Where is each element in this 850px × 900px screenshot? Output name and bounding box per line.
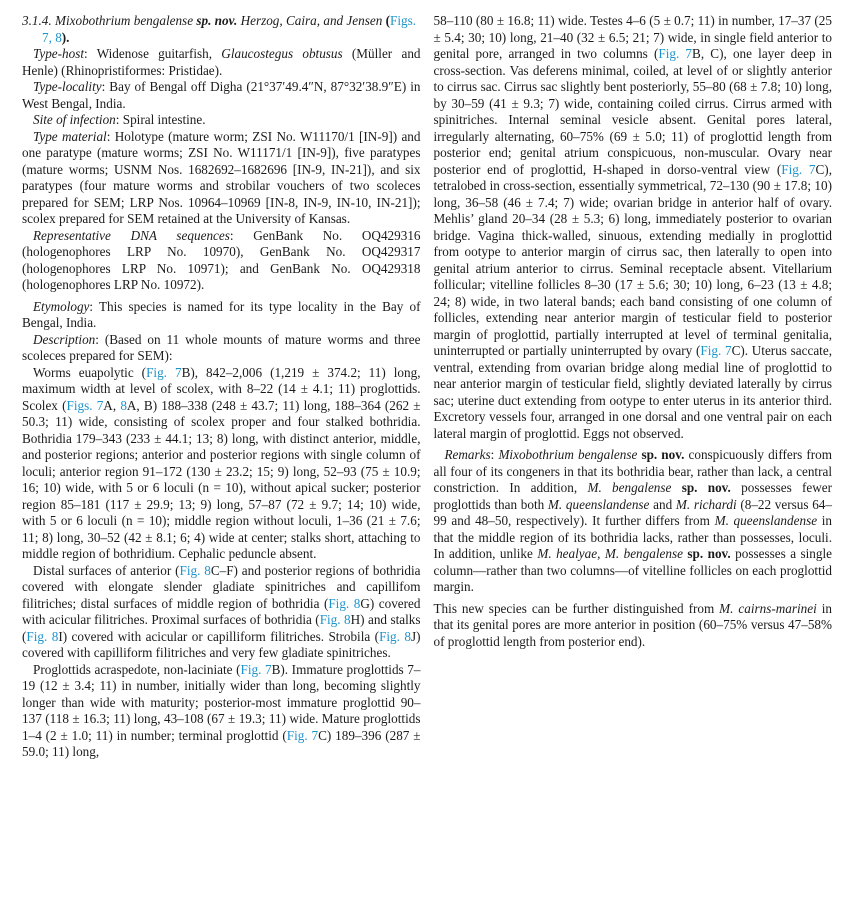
text-segment: A, [103, 397, 121, 413]
text-segment: Etymology [33, 298, 90, 314]
text-segment: Description [33, 331, 96, 347]
figure-link[interactable]: Fig. 8 [379, 628, 411, 644]
text-segment: and [649, 496, 676, 512]
text-segment: Type-locality [33, 79, 102, 94]
figure-link[interactable]: Figs. 7 [66, 397, 104, 413]
text-segment: conspicuously differs from all four of its congeners in that its bothridia bear, rather than lack, a central constriction. In addition, [433, 447, 832, 495]
text-segment: (8–22 versus 64–99 and 48–50, respectively). It further differs from [433, 496, 832, 528]
text-segment: M. queenslandense [714, 513, 818, 528]
figure-link[interactable]: Fig. 8 [26, 628, 59, 644]
text-segment: A, B) 188–338 (248 ± 43.7; 11) long, 188–364 (262 ± 50.3; 11) wide, consisting of scolex proper and four stalked bothridia. Bothridia 179–343 (233 ± 44.1; 13; 8) long, with distinct anterior, middle, and posterior regions; anterior and posterior regions with single column of loculi; anterior region 91–172 (130 ± 23.2; 15; 9) long, 52–93 (75 ± 10.9; 16; 10) wide, with 5 or 6 loculi (n = 10), without apical sucker; posterior region 85–181 (117 ± 29.9; 13; 9) long, 57–87 (72 ± 9.7; 14; 10) wide, with 5 or 6 loculi (n = 10); middle region without loculi, 1–36 (21 ± 7.6; 11; 8) long, 30–52 (42 ± 8.1; 6; 4) wide at center; stalks short, attaching to middle region of bothridium. Cephalic peduncle absent. [22, 397, 421, 561]
text-segment: : (Based on 11 whole mounts of mature worms and three scoleces prepared for SEM): [22, 331, 421, 363]
text-segment: C). Uterus saccate, ventral, extending from ovarian bridge along medial line of proglottid to near anterior margin of testicular field, slightly deviated laterally by cirrus sac; uterine duct extending from ootype to enter uterus in its anterior third. Excretory vessels four, arranged in one dorsal and one ventral pair on each lateral margin of proglottid. Eggs not observed. [433, 343, 832, 441]
paragraph-type-material [22, 129, 421, 228]
text-segment: Herzog, Caira, and Jensen [237, 13, 386, 28]
text-segment: : Widenose guitarfish, [84, 46, 222, 61]
text-segment: : This species is named for its type locality in the Bay of Bengal, India. [22, 298, 421, 330]
figure-link[interactable]: Fig. 7 [700, 343, 732, 358]
paragraph-type-locality [22, 79, 421, 112]
text-segment: Type material [33, 128, 107, 144]
text-segment: possesses fewer proglottids than both [433, 480, 833, 512]
text-segment: M. bengalense [587, 480, 672, 495]
left-column [22, 13, 421, 900]
text-segment: sp. nov. [641, 447, 685, 462]
figure-link[interactable]: 8 [120, 397, 127, 413]
figure-link[interactable]: Fig. 7 [286, 727, 319, 743]
figure-link[interactable]: Fig. 8 [179, 562, 211, 578]
text-segment: : [490, 447, 499, 462]
text-segment: Glaucostegus obtusus [221, 46, 343, 61]
text-segment: (Müller and Henle) (Rhinopristiformes: Pristidae). [22, 46, 421, 78]
figure-link[interactable]: Fig. 8 [328, 595, 361, 611]
text-segment: Mixobothrium bengalense [498, 447, 638, 462]
text-segment: Type-host [33, 46, 85, 61]
section-heading [22, 13, 421, 46]
text-segment: sp. nov. [687, 546, 731, 561]
text-segment: , [597, 546, 605, 561]
figure-link[interactable]: Fig. 8 [319, 612, 351, 627]
text-segment: Representative DNA sequences [33, 227, 230, 243]
figure-link[interactable]: Figs. 7, 8 [42, 13, 417, 45]
text-segment: C), tetralobed in cross-section, essentially symmetrical, 72–130 (90 ± 17.8; 10) long, 36–58 (46 ± 7.4; 7) wide; ovarian bridge in anterior half of ovary. Mehlis’ gland 20–34 (28 ± 5.3; 6) long, immediately posterior to ovarian bridge. Vagina thick-walled, sinuous, extending medially in proglottid from ootype to anterior margin of cirrus sac, then laterally to open into genital atrium anterior to cirrus. Seminal receptacle absent. Vitellarium follicular; vitelline follicles 8–30 (17 ± 5.6; 30; 10) long, 6–23 (13 ± 4.8; 24; 8) wide, in two lateral bands; each band consisting of one column of follicles, extending near anterior margin of testicular field to posterior margin of proglottid, partially interrupted at level of terminal genitalia, uninterrupted or partially uninterrupted by ovary ( [433, 161, 832, 358]
text-segment: C–F) and posterior regions of bothridia covered with elongate slender gladiate spinitriches and capillifom filitriches; distal surfaces of middle region of bothridia ( [22, 562, 421, 611]
paragraph-dna-sequences [22, 228, 421, 294]
text-segment: B), 842–2,006 (1,219 ± 374.2; 11) long, maximum width at level of scolex, with 8–22 (14 ± 4.1; 11) proglottids. Scolex ( [22, 364, 421, 413]
text-segment: G) covered with acicular filitriches. Proximal surfaces of bothridia ( [22, 595, 421, 627]
figure-link[interactable]: Fig. 7 [240, 661, 272, 677]
text-segment: Worms euapolytic ( [33, 364, 147, 380]
figure-link[interactable]: Fig. 7 [658, 46, 693, 61]
paragraph-type-host [22, 46, 421, 79]
text-segment [671, 480, 681, 495]
text-segment: B). Immature proglottids 7–19 (12 ± 3.4; 11) in number, initially wider than long, becoming slightly longer than wide with maturity; posterior-most immature proglottid 90–137 (118 ± 16.3; 11) long, 43–108 (67 ± 19.3; 11) wide. Mature proglottids 1–4 (2 ± 1.0; 11) in number; terminal proglottid ( [22, 661, 421, 743]
text-segment: M. richardi [675, 496, 737, 512]
paragraph-etymology [22, 299, 421, 332]
text-segment: Remarks [444, 447, 491, 462]
paragraph-worms [22, 365, 421, 563]
text-segment: M. queenslandense [547, 496, 650, 512]
text-segment: J) covered with capilliform filitriches and very few gladiate spinitriches. [22, 628, 421, 660]
text-segment: : Bay of Bengal off Digha (21°37′49.4″N, 87°32′38.9″E) in West Bengal, India. [22, 79, 421, 111]
text-segment: : Spiral intestine. [115, 112, 206, 127]
paragraph-further-distinguished [434, 601, 833, 651]
text-segment: C) 189–396 (287 ± 59.0; 11) long, [22, 727, 421, 759]
text-segment: sp. nov. [196, 13, 238, 28]
text-segment: M. bengalense [604, 546, 683, 561]
paragraph-site-of-infection [22, 112, 421, 129]
text-segment: in that the middle region of its bothridia lacks, rather than possesses, loculi. In addition, unlike [433, 513, 833, 561]
text-segment: ). [61, 29, 70, 45]
text-segment: Proglottids acraspedote, non-laciniate ( [33, 661, 241, 677]
text-segment: Distal surfaces of anterior ( [33, 562, 180, 578]
paragraph-description-continued [434, 13, 833, 442]
text-segment: ( [385, 13, 391, 28]
text-segment: This new species can be further distinguished from [433, 600, 720, 616]
text-segment: I) covered with acicular or capilliform filitriches. Strobila ( [58, 628, 380, 644]
figure-link[interactable]: Fig. 7 [781, 161, 816, 177]
text-segment: possesses a single column—rather than two columns—of vitelline follicles on each proglottid margin. [433, 546, 833, 594]
text-segment: sp. nov. [681, 480, 731, 495]
right-column [434, 13, 833, 900]
text-segment: 3.1.4. Mixobothrium bengalense [22, 13, 197, 28]
text-segment: in that its genital pores are more anterior in position (60–75% versus 47–58% of proglottid length from posterior end). [433, 600, 833, 649]
text-segment: M. healyae [537, 546, 598, 561]
paragraph-proglottids [22, 662, 421, 761]
text-segment: B, C), one layer deep in cross-section. Vas deferens minimal, coiled, at level of or slightly anterior to cirrus sac. Cirrus sac slightly bent posteriorly, 55–80 (68 ± 7.8; 10) long, by 30–59 (41 ± 9.3; 7) wide, containing coiled cirrus. Cirrus armed with spinitriches. Internal seminal vesicle absent. Genital pores lateral, irregularly alternating, 60–75% (69 ± 5.0; 11) of proglottid length from posterior end; genital atrium conspicuous, non-muscular. Ovary near posterior end of proglottid, H-shaped in dorso-ventral view ( [433, 46, 832, 177]
paragraph-remarks [434, 447, 833, 596]
figure-link[interactable]: Fig. 7 [146, 364, 182, 380]
text-segment: M. cairns-marinei [719, 600, 817, 616]
paragraph-distal-surfaces [22, 563, 421, 662]
text-segment: : Holotype (mature worm; ZSI No. W11170/1 [IN-9]) and one paratype (mature worms; ZSI No. W11171/1 [IN-9]), five paratypes (mature worms; USNM Nos. 1682692–1682696 [IN-9, IN-21]), and six paratypes (four mature worms and strobilar vouchers of two scoleces prepared for SEM; LRP Nos. 10964–10969 [IN-8, IN-9, IN-10, IN-21]); scolex prepared for SEM retained at the University of Kansas. [22, 128, 421, 226]
text-segment: Site of infection [33, 112, 116, 127]
text-segment: : GenBank No. OQ429316 (hologenophores LRP No. 10970), GenBank No. OQ429317 (hologenophores LRP No. 10971); and GenBank No. OQ429318 (hologenophores LRP No. 10972). [22, 227, 421, 292]
paragraph-description [22, 332, 421, 365]
text-segment: H) and stalks ( [22, 612, 421, 644]
text-segment: 58–110 (80 ± 16.8; 11) wide. Testes 4–6 (5 ± 0.7; 11) in number, 17–37 (25 ± 5.4; 30; 10) long, 21–40 (32 ± 6.5; 21; 7) wide, in single field anterior to genital pore, arranged in two columns ( [433, 13, 832, 61]
